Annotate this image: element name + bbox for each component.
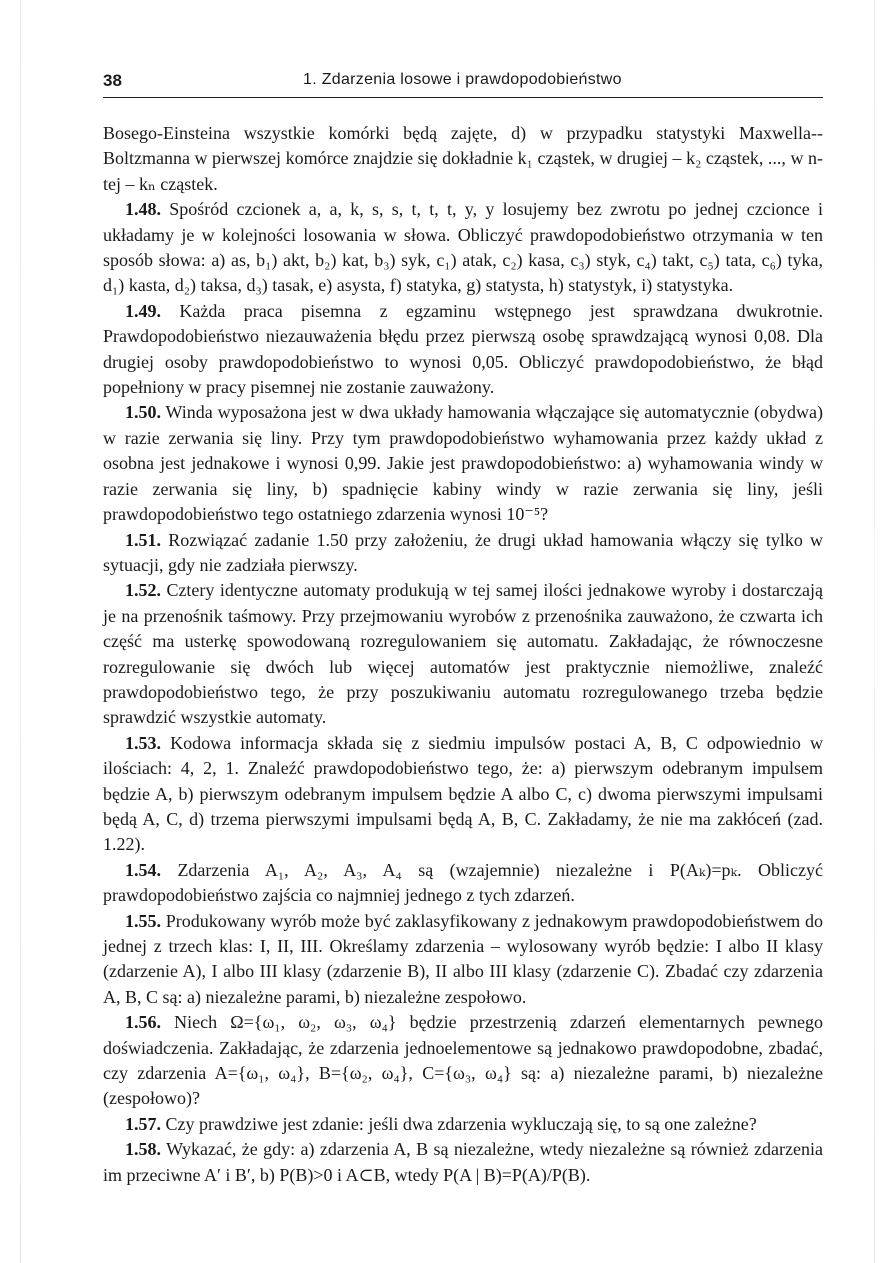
exercise-1-50 [103, 400, 823, 527]
exercise-text: Spośród czcionek a, a, k, s, s, t, t, t, y, y losujemy bez zwrotu po jednej czcionce i układamy je w kolejności losowania w słowa. Obliczyć prawdopodobieństwo otrzymania w ten sposób słowa: a) as, b₁) akt, b₂) kat, b₃) syk, c₁) atak, c₂) kasa, c₃) styk, c₄) takt, c₅) tata, c₆) tyka, d₁) kasta, d₂) taksa, d₃) tasak, e) asysta, f) statyka, g) statysta, h) statystyk, i) statystyka. [103, 199, 824, 296]
exercise-1-58 [103, 1137, 823, 1188]
scan-edge-right [874, 0, 875, 1263]
exercise-1-52 [103, 578, 823, 730]
exercise-1-56 [103, 1010, 823, 1112]
exercise-number: 1.53. [125, 732, 161, 753]
running-title: 1. Zdarzenia losowe i prawdopodobieństwo [303, 71, 622, 88]
page-content [103, 121, 823, 1188]
exercise-text: Winda wyposażona jest w dwa układy hamowania włączające się automatycznie (obydwa) w razie zerwania się liny. Przy tym prawdopodobieństwo wyhamowania przez każdy układ z osobna jest jednakowe i wynosi 0,99. Jakie jest prawdopodobieństwo: a) wyhamowania windy w razie zerwania się liny, b) spadnięcie kabiny windy w razie zerwania się liny, jeśli prawdopodobieństwo tego ostatniego zdarzenia wynosi 10⁻⁵? [103, 402, 823, 525]
exercise-text: Zdarzenia A₁, A₂, A₃, A₄ są (wzajemnie) niezależne i P(Aₖ)=pₖ. Obliczyć prawdopodobieństwo zajścia co najmniej jednego z tych zdarzeń. [103, 859, 823, 906]
exercise-text: Czy prawdziwe jest zdanie: jeśli dwa zdarzenia wykluczają się, to są one zależne? [165, 1113, 757, 1134]
exercise-1-57 [103, 1112, 823, 1137]
exercise-number: 1.58. [125, 1139, 161, 1160]
exercise-number: 1.51. [125, 529, 161, 550]
exercise-number: 1.54. [125, 859, 161, 880]
exercise-number: 1.48. [125, 199, 161, 220]
paragraph-continuation [103, 121, 823, 197]
exercise-number: 1.50. [125, 402, 161, 423]
exercise-number: 1.55. [125, 910, 161, 931]
exercise-number: 1.49. [125, 300, 161, 321]
exercise-text: Niech Ω={ω₁, ω₂, ω₃, ω₄} będzie przestrzenią zdarzeń elementarnych pewnego doświadczenia. Zakładając, że zdarzenia jednoelementowe są jednakowo prawdopodobne, zbadać, czy zdarzenia A={ω₁, ω₄}, B={ω₂, ω₄}, C={ω₃, ω₄} są: a) niezależne parami, b) niezależne (zespołowo)? [103, 1012, 824, 1109]
exercise-1-54 [103, 858, 823, 909]
exercise-text: Produkowany wyrób może być zaklasyfikowany z jednakowym prawdopodobieństwem do jednej z trzech klas: I, II, III. Określamy zdarzenia – wylosowany wyrób będzie: I albo II klasy (zdarzenie A), I albo III klasy (zdarzenie B), II albo III klasy (zdarzenie C). Zbadać czy zdarzenia A, B, C są: a) niezależne parami, b) niezależne zespołowo. [103, 910, 823, 1007]
exercise-1-53 [103, 731, 823, 858]
exercise-number: 1.52. [125, 580, 161, 601]
page-header [103, 69, 823, 98]
exercise-text: Cztery identyczne automaty produkują w tej samej ilości jednakowe wyroby i dostarczają je na przenośnik taśmowy. Przy przejmowaniu wyrobów z przenośnika zauważono, że czwarta ich część ma usterkę spowodowaną rozregulowaniem się automatu. Zakładając, że równoczesne rozregulowanie się dwóch lub więcej automatów jest praktycznie niemożliwe, znaleźć prawdopodobieństwo tego, że przy poszukiwaniu automatu rozregulowanego trzeba będzie sprawdzić wszystkie automaty. [103, 580, 823, 728]
paragraph-text: Bosego-Einsteina wszystkie komórki będą zajęte, d) w przypadku statystyki Maxwella--Boltzmanna w pierwszej komórce znajdzie się dokładnie k₁ cząstek, w drugiej – k₂ cząstek, ..., w n-tej – kₙ cząstek. [103, 123, 823, 194]
exercise-text: Rozwiązać zadanie 1.50 przy założeniu, że drugi układ hamowania włączy się tylko w sytuacji, gdy nie zadziała pierwszy. [103, 529, 824, 575]
page-number: 38 [103, 71, 122, 90]
exercise-number: 1.57. [125, 1113, 161, 1134]
exercise-text: Kodowa informacja składa się z siedmiu impulsów postaci A, B, C odpowiednio w ilościach: 4, 2, 1. Znaleźć prawdopodobieństwo tego, że: a) pierwszym odebranym impulsem będzie A, b) pierwszym odebranym impulsem będzie A albo C, c) dwoma pierwszymi impulsami będą A, C, d) trzema pierwszymi impulsami będą A, B, C. Zakładamy, że nie ma zakłóceń (zad. 1.22). [103, 732, 824, 855]
scan-edge-left [20, 0, 21, 1263]
exercise-text: Każda praca pisemna z egzaminu wstępnego jest sprawdzana dwukrotnie. Prawdopodobieństwo niezauważenia błędu przez pierwszą osobę sprawdzającą wynosi 0,08. Dla drugiej osoby prawdopodobieństwo to wynosi 0,05. Obliczyć prawdopodobieństwo, że błąd popełniony w pracy pisemnej nie zostanie zauważony. [103, 300, 824, 398]
exercise-number: 1.56. [125, 1012, 161, 1033]
exercise-1-51 [103, 528, 823, 579]
exercise-text: Wykazać, że gdy: a) zdarzenia A, B są niezależne, wtedy niezależne są również zdarzenia im przeciwne A′ i B′, b) P(B)>0 i A⊂B, wtedy P(A | B)=P(A)/P(B). [103, 1139, 823, 1185]
exercise-1-55 [103, 909, 823, 1011]
exercise-1-49 [103, 299, 823, 401]
exercise-1-48 [103, 197, 823, 299]
